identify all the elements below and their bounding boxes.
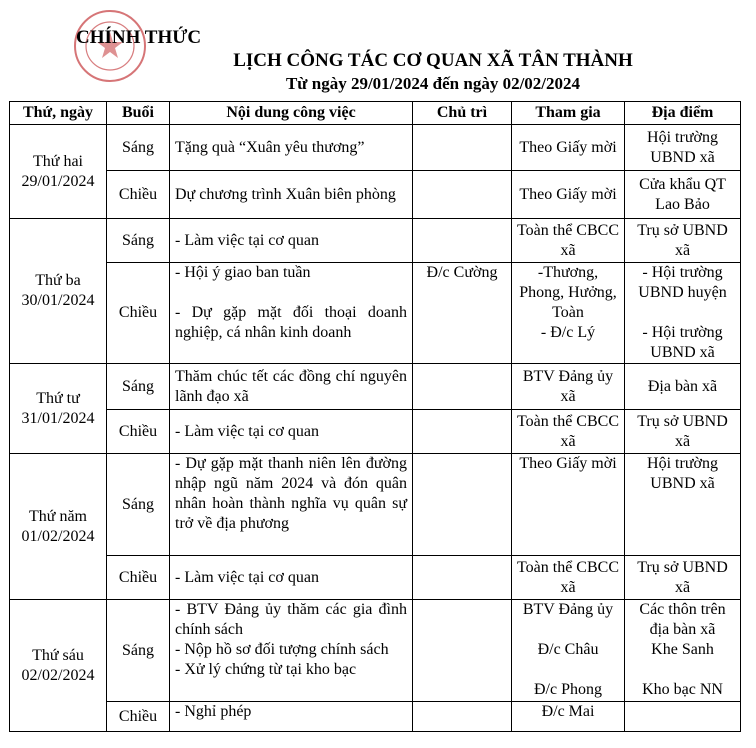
col-chair: Chủ trì [413,102,512,125]
location-cell: Trụ sở UBND xã [625,556,741,600]
table-row [10,454,741,556]
official-stamp-text: CHÍNH THỨC [76,27,202,48]
participants-cell: Theo Giấy mời [512,454,625,556]
col-day: Thứ, ngày [10,102,107,125]
location-cell: Trụ sở UBND xã [625,410,741,454]
chair-cell [413,600,512,702]
session-cell: Sáng [107,125,170,171]
schedule-table [9,101,741,732]
content-cell: Thăm chúc tết các đồng chí nguyên lãnh đạo xã [170,364,413,410]
chair-cell [413,556,512,600]
table-row [10,410,741,454]
session-cell: Chiều [107,171,170,219]
participants-cell: Toàn thể CBCC xã [512,556,625,600]
table-row [10,556,741,600]
session-cell: Chiều [107,702,170,732]
content-cell: - Làm việc tại cơ quan [170,410,413,454]
day-cell: Thứ tư 31/01/2024 [10,364,107,454]
location-cell: Trụ sở UBND xã [625,219,741,263]
document-title: LỊCH CÔNG TÁC CƠ QUAN XÃ TÂN THÀNH [233,50,633,71]
participants-cell: Theo Giấy mời [512,171,625,219]
content-cell: - Hội ý giao ban tuần - Dự gặp mặt đối thoại doanh nghiệp, cá nhân kinh doanh [170,263,413,364]
content-cell: - Làm việc tại cơ quan [170,556,413,600]
session-cell: Sáng [107,600,170,702]
content-cell: - Làm việc tại cơ quan [170,219,413,263]
location-cell [625,702,741,732]
session-cell: Chiều [107,263,170,364]
table-row [10,263,741,364]
session-cell: Chiều [107,556,170,600]
day-cell: Thứ ba 30/01/2024 [10,219,107,364]
chair-cell [413,125,512,171]
session-cell: Sáng [107,454,170,556]
day-cell: Thứ hai 29/01/2024 [10,125,107,219]
participants-cell: BTV Đảng ủy xã [512,364,625,410]
location-cell: Các thôn trên địa bàn xã Khe Sanh Kho bạc NN [625,600,741,702]
chair-cell: Đ/c Cường [413,263,512,364]
chair-cell [413,410,512,454]
content-cell: - Nghỉ phép [170,702,413,732]
table-row [10,171,741,219]
date-range: Từ ngày 29/01/2024 đến ngày 02/02/2024 [285,74,581,93]
day-cell: Thứ năm 01/02/2024 [10,454,107,600]
table-row [10,364,741,410]
participants-cell: Theo Giấy mời [512,125,625,171]
col-participants: Tham gia [512,102,625,125]
content-cell: - Dự gặp mặt thanh niên lên đường nhập ngũ năm 2024 và đón quân nhân hoàn thành nghĩa vụ quân sự trở về địa phương [170,454,413,556]
participants-cell: Đ/c Mai [512,702,625,732]
participants-cell: Toàn thể CBCC xã [512,410,625,454]
location-cell: - Hội trường UBND huyện - Hội trường UBND xã [625,263,741,364]
chair-cell [413,171,512,219]
location-cell: Địa bàn xã [625,364,741,410]
col-session: Buổi [107,102,170,125]
col-content: Nội dung công việc [170,102,413,125]
participants-cell: -Thương, Phong, Hưởng, Toàn - Đ/c Lý [512,263,625,364]
table-row [10,702,741,732]
table-row [10,600,741,702]
chair-cell [413,702,512,732]
chair-cell [413,219,512,263]
content-cell: Dự chương trình Xuân biên phòng [170,171,413,219]
session-cell: Chiều [107,410,170,454]
chair-cell [413,364,512,410]
participants-cell: Toàn thể CBCC xã [512,219,625,263]
location-cell: Cửa khẩu QT Lao Bảo [625,171,741,219]
content-cell: - BTV Đảng ủy thăm các gia đình chính sách - Nộp hồ sơ đối tượng chính sách - Xử lý chứng từ tại kho bạc [170,600,413,702]
content-cell: Tặng quà “Xuân yêu thương” [170,125,413,171]
day-cell: Thứ sáu 02/02/2024 [10,600,107,732]
table-row [10,219,741,263]
session-cell: Sáng [107,219,170,263]
table-header-row [10,102,741,125]
session-cell: Sáng [107,364,170,410]
location-cell: Hội trường UBND xã [625,125,741,171]
chair-cell [413,454,512,556]
location-cell: Hội trường UBND xã [625,454,741,556]
col-location: Địa điểm [625,102,741,125]
table-row [10,125,741,171]
participants-cell: BTV Đảng ủy Đ/c Châu Đ/c Phong [512,600,625,702]
